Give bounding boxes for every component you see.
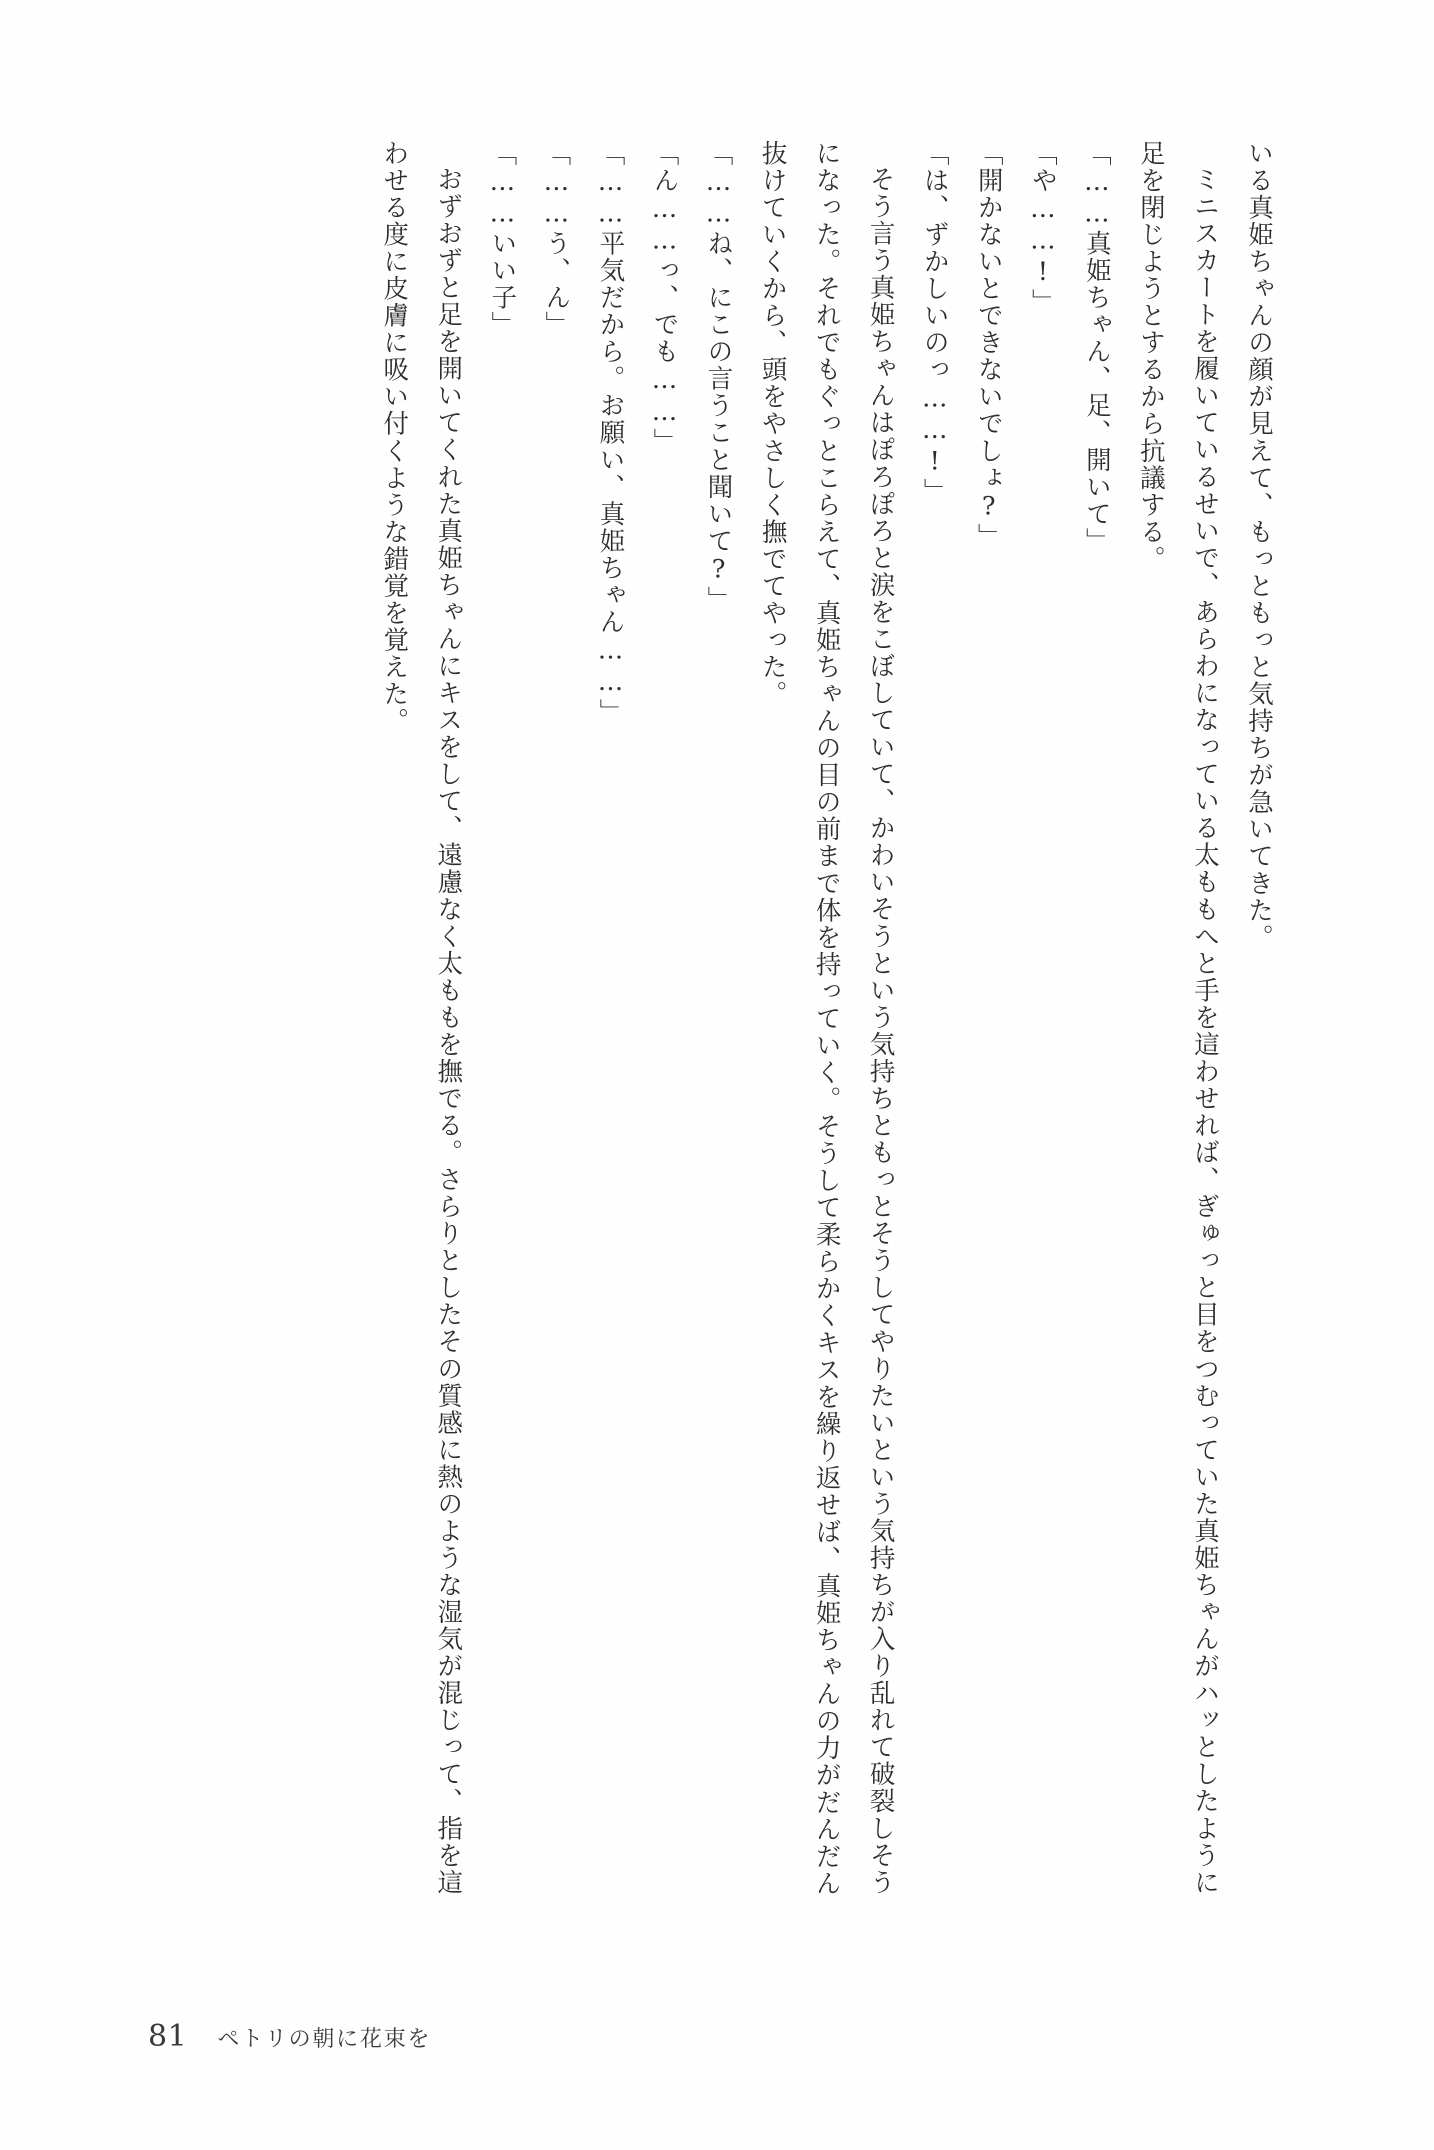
body-text	[166, 140, 1286, 1900]
paragraph: そう言う真姫ちゃんはぽろぽろと涙をこぼしていて、かわいそうという気持ちともっとそうしてやりたいという気持ちが入り乱れて破裂しそうになった。それでもぐっとこらえて、真姫ちゃんの目の前まで体を持っていく。そうして柔らかくキスを繰り返せば、真姫ちゃんの力がだんだん抜けていくから、頭をやさしく撫でてやった。	[757, 140, 896, 1897]
paragraph-dialogue: 「……ね、にこの言うこと聞いて?」	[703, 140, 734, 614]
paragraph: ミニスカートを履いているせいで、あらわになっている太ももへと手を這わせれば、ぎゅっと目をつむっていた真姫ちゃんがハッとしたように足を閉じようとするから抗議する。	[1135, 140, 1220, 1896]
page-number: 81	[148, 2019, 188, 2054]
paragraph-dialogue: 「……う、ん」	[541, 140, 572, 339]
paragraph-dialogue: 「……平気だから。お願い、真姫ちゃん……」	[595, 140, 626, 726]
paragraph-dialogue: 「は、ずかしいのっ……!」	[919, 140, 950, 505]
paragraph: いる真姫ちゃんの顔が見えて、もっともっと気持ちが急いてきた。	[1244, 140, 1274, 951]
book-title: ペトリの朝に花束を	[217, 2027, 432, 2052]
page-footer	[148, 2019, 431, 2054]
paragraph-dialogue: 「や……!」	[1027, 140, 1058, 316]
paragraph-dialogue: 「……真姫ちゃん、足、開いて」	[1081, 140, 1112, 555]
paragraph: おずおずと足を開いてくれた真姫ちゃんにキスをして、遠慮なく太ももを撫でる。さらりとしたその質感に熱のような湿気が混じって、指を這わせる度に皮膚に吸い付くような錯覚を覚えた。	[379, 140, 464, 1896]
paragraph-dialogue: 「……いい子」	[487, 140, 518, 339]
paragraph-dialogue: 「ん……っ、でも……」	[649, 140, 680, 456]
paragraph-dialogue: 「開かないとできないでしょ?」	[973, 140, 1004, 550]
